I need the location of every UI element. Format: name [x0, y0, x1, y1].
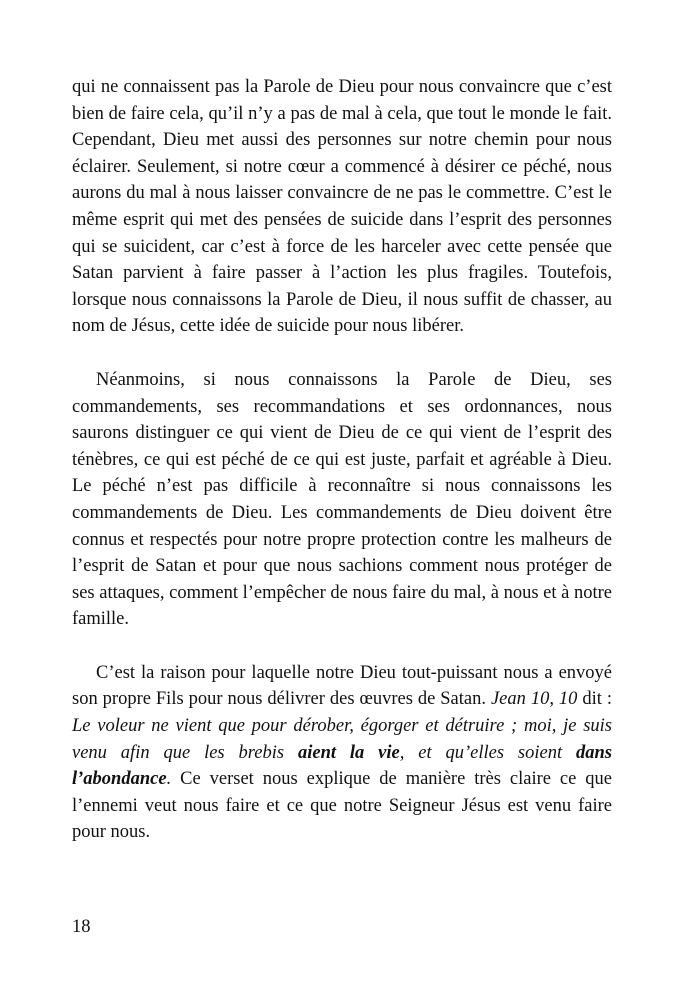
page-number: 18: [72, 917, 91, 937]
paragraph-1: qui ne connaissent pas la Parole de Dieu pour nous convaincre que c’est bien de faire cela, qu’il n’y a pas de mal à cela, que tout le monde le fait. Cependant, Dieu met aussi des personnes sur notre chemin pour nous éclairer. Seulement, si notre cœur a commencé à désirer ce péché, nous aurons du mal à nous laisser convaincre de ne pas le commettre. C’est le même esprit qui met des pensées de suicide dans l’esprit des personnes qui se suicident, car c’est à force de les harceler avec cette pensée que Satan parvient à faire passer à l’action les plus fragiles. Toutefois, lorsque nous connaissons la Parole de Dieu, il nous suffit de chasser, au nom de Jésus, cette idée de suicide pour nous libérer.: [72, 77, 612, 337]
page-body: [72, 74, 612, 846]
quote-emphasis-abundance: dans l’abondance: [72, 742, 613, 790]
paragraph-3: [72, 660, 612, 846]
quote-part-b: , et qu’elles soient: [399, 742, 563, 763]
paragraph-3-intro: C’est la raison pour laquelle notre Dieu tout-puissant nous a envoyé son propre Fils pour nous délivrer des œuvres de Satan.: [72, 662, 612, 710]
quote-part-c: .: [166, 769, 172, 790]
bible-reference: Jean 10, 10: [490, 689, 578, 710]
quote-emphasis-life: aient la vie: [297, 742, 400, 763]
paragraph-3-outro: Ce verset nous explique de manière très claire ce que l’ennemi veut nous faire et ce que notre Seigneur Jésus est venu faire pour nous.: [72, 769, 612, 843]
quote-part-a: Le voleur ne vient que pour dérober, égorger et détruire ; moi, je suis venu afin que les brebis: [72, 716, 612, 763]
reference-verb: dit :: [582, 689, 612, 710]
paragraph-2: Néanmoins, si nous connaissons la Parole de Dieu, ses commandements, ses recommandations et ses ordonnances, nous saurons distinguer ce qui vient de Dieu de ce qui vient de l’esprit des ténèbres, ce qui est péché de ce qui est juste, parfait et agréable à Dieu. Le péché n’est pas difficile à reconnaître si nous connaissons les commandements de Dieu. Les commandements de Dieu doivent être connus et respectés pour notre propre protection contre les malheurs de l’esprit de Satan et pour que nous sachions comment nous protéger de ses attaques, comment l’empêcher de nous faire du mal, à nous et à notre famille.: [72, 369, 612, 630]
